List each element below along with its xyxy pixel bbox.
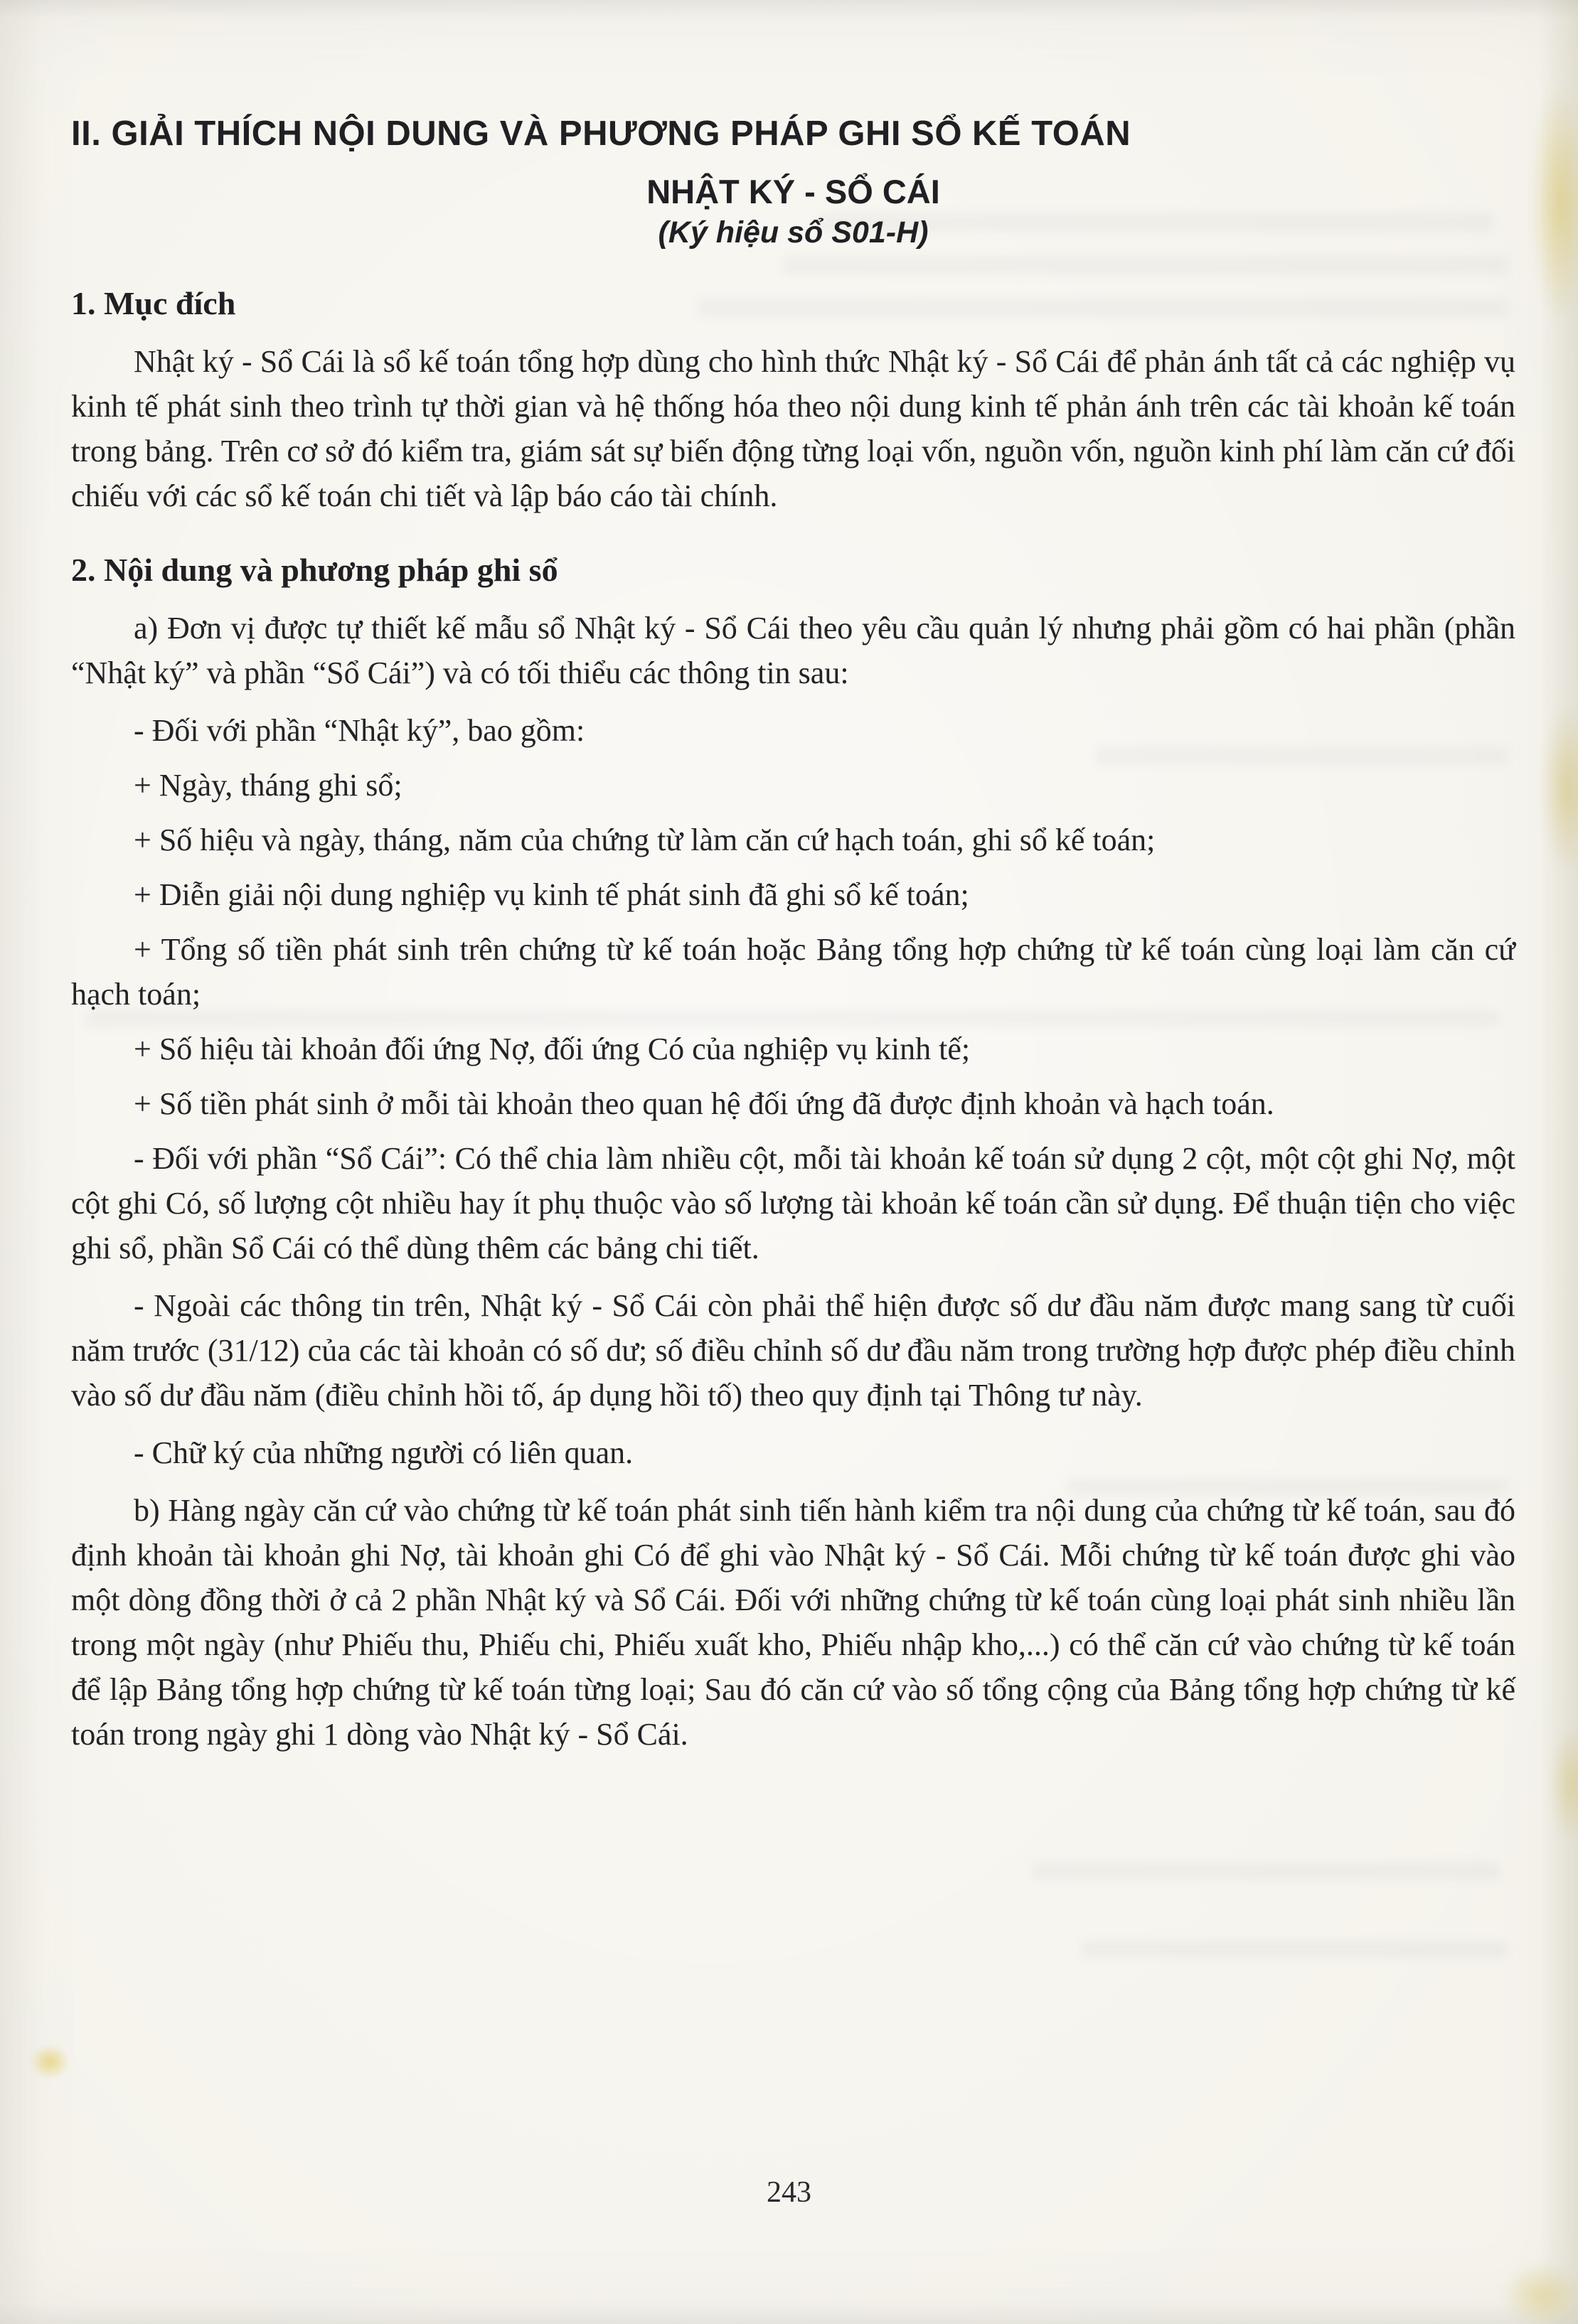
nhatky-item: + Tổng số tiền phát sinh trên chứng từ kế toán hoặc Bảng tổng hợp chứng từ kế toán cùng loại làm căn cứ hạch toán; xyxy=(71,932,1515,1012)
paragraph-socai: - Đối với phần “Sổ Cái”: Có thể chia làm nhiều cột, mỗi tài khoản kế toán sử dụng 2 cột, một cột ghi Nợ, một cột ghi Có, số lượng cột nhiều hay ít phụ thuộc vào số lượng tài khoản kế toán cần sử dụng. Để thuận tiện cho việc ghi sổ, phần Sổ Cái có thể dùng thêm các bảng chi tiết. xyxy=(71,1141,1515,1265)
section-2-heading: 2. Nội dung và phương pháp ghi sổ xyxy=(71,552,558,588)
document-title: II. GIẢI THÍCH NỘI DUNG VÀ PHƯƠNG PHÁP GHI SỔ KẾ TOÁN xyxy=(71,114,1131,153)
section-1-heading: 1. Mục đích xyxy=(71,285,236,321)
nhatky-item: + Số tiền phát sinh ở mỗi tài khoản theo quan hệ đối ứng đã được định khoản và hạch toán. xyxy=(134,1086,1274,1121)
document-form-code: (Ký hiệu sổ S01-H) xyxy=(658,215,929,250)
nhatky-item: + Số hiệu và ngày, tháng, năm của chứng từ làm căn cứ hạch toán, ghi sổ kế toán; xyxy=(134,823,1156,857)
nhatky-intro: - Đối với phần “Nhật ký”, bao gồm: xyxy=(134,713,585,748)
page-number: 243 xyxy=(767,2176,811,2209)
nhatky-item: + Số hiệu tài khoản đối ứng Nợ, đối ứng Có của nghiệp vụ kinh tế; xyxy=(134,1032,971,1066)
document-subtitle: NHẬT KÝ - SỔ CÁI xyxy=(646,173,940,210)
paragraph-b: b) Hàng ngày căn cứ vào chứng từ kế toán phát sinh tiến hành kiểm tra nội dung của chứng từ kế toán, sau đó định khoản tài khoản ghi Nợ, tài khoản ghi Có để ghi vào Nhật ký - Sổ Cái. Mỗi chứng từ kế toán được ghi vào một dòng đồng thời ở cả 2 phần Nhật ký và Sổ Cái. Đối với những chứng từ kế toán cùng loại phát sinh nhiều lần trong một ngày (như Phiếu thu, Phiếu chi, Phiếu xuất kho, Phiếu nhập kho,...) có thể căn cứ vào chứng từ kế toán để lập Bảng tổng hợp chứng từ kế toán từng loại; Sau đó căn cứ vào số tổng cộng của Bảng tổng hợp chứng từ kế toán trong ngày ghi 1 dòng vào Nhật ký - Sổ Cái. xyxy=(71,1493,1515,1752)
paragraph-a: a) Đơn vị được tự thiết kế mẫu sổ Nhật ký - Sổ Cái theo yêu cầu quản lý nhưng phải gồm có hai phần (phần “Nhật ký” và phần “Sổ Cái”) và có tối thiểu các thông tin sau: xyxy=(71,611,1515,690)
yellow-stain-bottom-left xyxy=(25,2040,75,2083)
bleed-through-artifact xyxy=(1081,1941,1508,1958)
paragraph-sodu: - Ngoài các thông tin trên, Nhật ký - Sổ Cái còn phải thể hiện được số dư đầu năm được mang sang từ cuối năm trước (31/12) của các tài khoản có số dư; số điều chỉnh số dư đầu năm trong trường hợp được phép điều chỉnh vào số dư đầu năm (điều chỉnh hồi tố, áp dụng hồi tố) theo quy định tại Thông tư này. xyxy=(71,1288,1515,1413)
nhatky-item: + Diễn giải nội dung nghiệp vụ kinh tế phát sinh đã ghi sổ kế toán; xyxy=(134,877,969,912)
bleed-through-artifact xyxy=(1031,1863,1500,1880)
nhatky-item: + Ngày, tháng ghi sổ; xyxy=(134,768,403,803)
section-1-paragraph: Nhật ký - Sổ Cái là sổ kế toán tổng hợp dùng cho hình thức Nhật ký - Sổ Cái để phản ánh tất cả các nghiệp vụ kinh tế phát sinh theo trình tự thời gian và hệ thống hóa theo nội dung kinh tế phản ánh trên các tài khoản kế toán trong bảng. Trên cơ sở đó kiểm tra, giám sát sự biến động từng loại vốn, nguồn vốn, nguồn kinh phí làm căn cứ đối chiếu với các sổ kế toán chi tiết và lập báo cáo tài chính. xyxy=(71,344,1515,513)
yellow-stain-bottom-right xyxy=(1493,2253,1578,2324)
paragraph-chuky: - Chữ ký của những người có liên quan. xyxy=(134,1435,634,1470)
